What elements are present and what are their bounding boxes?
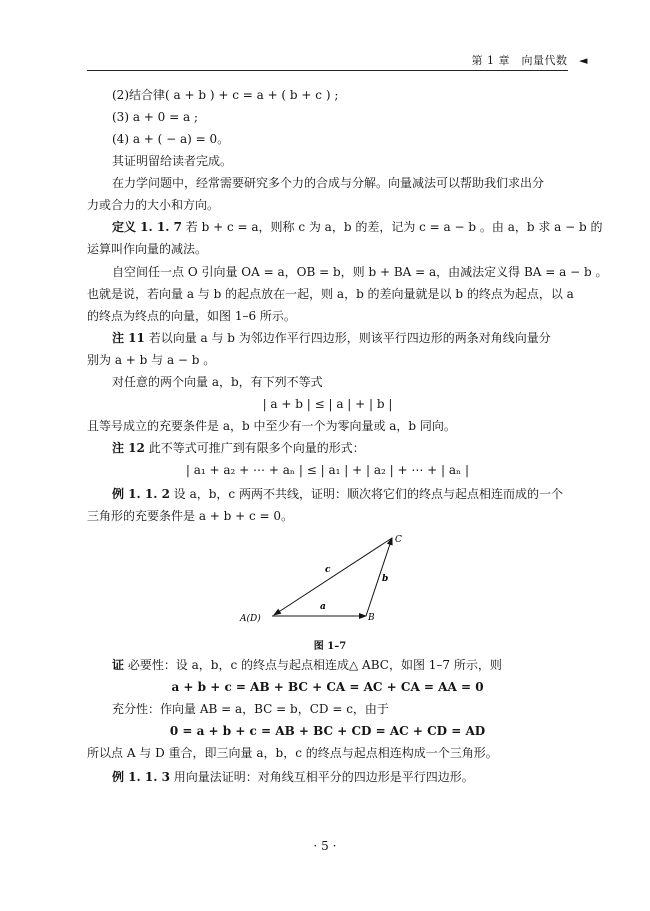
text-line: 运算叫作向量的减法。 — [87, 242, 208, 256]
proof-text: 必要性：设 a，b，c 的终点与起点相连成△ ABC，如图 1–7 所示，则 — [124, 658, 502, 672]
text-line: (3) a + 0 = a ; — [112, 110, 198, 124]
example-line — [112, 770, 568, 785]
note-label: 注 12 — [112, 441, 145, 455]
definition-text: 若 b + c = a，则称 c 为 a，b 的差，记为 c = a − b 。由 a，b 求 a − b 的 — [181, 220, 603, 234]
display-formula: | a₁ + a₂ + ⋯ + aₙ | ≤ | a₁ | + | a₂ | + ⋯ + | aₙ | — [185, 463, 470, 477]
text-line: 的终点为终点的向量，如图 1–6 所示。 — [87, 309, 296, 323]
display-formula: 0 = a + b + c = AB + BC + CD = AC + CD = AD — [169, 724, 486, 738]
example-text: 设 a，b，c 两两不共线，证明：顺次将它们的终点与起点相连而成的一个 — [169, 487, 563, 501]
note-label: 注 11 — [112, 331, 145, 345]
header-rule — [87, 70, 568, 71]
note-text: 若以向量 a 与 b 为邻边作平行四边形，则该平行四边形的两条对角线向量分 — [144, 331, 551, 345]
point-label-C: C — [395, 535, 402, 545]
example-label: 例 1. 1. 2 — [112, 487, 170, 501]
text-line: 在力学问题中，经常需要研究多个力的合成与分解。向量减法可以帮助我们求出分 — [112, 176, 545, 190]
note-line — [112, 331, 568, 346]
page-number: · 5 · — [313, 839, 337, 853]
note-text: 此不等式可推广到有限多个向量的形式： — [144, 441, 365, 455]
text-line: 其证明留给读者完成。 — [112, 154, 233, 168]
text-line: 三角形的充要条件是 a + b + c = 0。 — [87, 509, 294, 523]
figure-caption: 图 1–7 — [313, 641, 347, 652]
definition-label: 定义 1. 1. 7 — [112, 220, 182, 234]
text-line: 也就是说，若向量 a 与 b 的起点放在一起，则 a，b 的差向量就是以 b 的终点为起点，以 a — [87, 287, 574, 301]
example-text: 用向量法证明：对角线互相平分的四边形是平行四边形。 — [169, 770, 474, 784]
running-header: 第 1 章 向量代数 ◄ — [471, 54, 588, 67]
point-label-A: A(D) — [240, 614, 261, 624]
proof-label: 证 — [112, 658, 125, 672]
text-line: (4) a + ( − a) = 0。 — [112, 132, 230, 146]
triangle-figure — [220, 528, 440, 638]
vector-label-a: a — [320, 602, 326, 612]
proof-line — [112, 658, 568, 673]
text-line: 自空间任一点 O 引向量 OA = a，OB = b，则 b + BA = a，由减法定义得 BA = a − b 。 — [112, 265, 608, 279]
example-label: 例 1. 1. 3 — [112, 770, 170, 784]
point-label-B: B — [368, 613, 375, 623]
text-line: 力或合力的大小和方向。 — [87, 198, 220, 212]
text-line: 且等号成立的充要条件是 a，b 中至少有一个为零向量或 a，b 同向。 — [87, 419, 456, 433]
text-line: 对任意的两个向量 a，b，有下列不等式 — [112, 375, 323, 389]
text-line: 充分性：作向量 AB = a，BC = b，CD = c，由于 — [112, 702, 389, 716]
vector-c — [274, 538, 392, 615]
vector-label-b: b — [382, 574, 389, 584]
vector-label-c: c — [325, 565, 331, 575]
display-formula: | a + b | ≤ | a | + | b | — [262, 397, 393, 411]
note-line — [112, 441, 568, 456]
example-line — [112, 487, 568, 502]
definition-line — [112, 220, 603, 235]
text-line: (2)结合律( a + b ) + c = a + ( b + c ) ; — [112, 88, 339, 102]
text-line: 所以点 A 与 D 重合，即三向量 a，b，c 的终点与起点相连构成一个三角形。 — [87, 746, 498, 760]
text-line: 别为 a + b 与 a − b 。 — [87, 353, 216, 367]
display-formula: a + b + c = AB + BC + CA = AC + CA = AA = 0 — [171, 680, 484, 694]
